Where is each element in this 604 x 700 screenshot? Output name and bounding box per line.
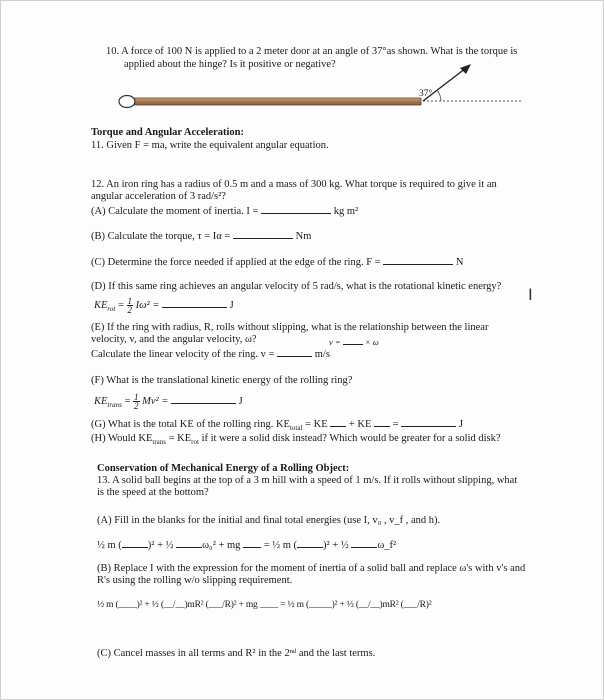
torque-heading: Torque and Angular Acceleration:: [91, 127, 244, 138]
q12d-frac-den: 2: [127, 305, 133, 315]
q12e-text-line3: [91, 347, 330, 361]
q12e-text-line1: (E) If the ring with radius, R, rolls without slipping, what is the relationship between the linear: [91, 322, 489, 333]
q12f-equation: $KE_{trans}$ = $\frac{1}{2}$ Mv² = J: [94, 392, 243, 411]
q12c-answer-blank[interactable]: [383, 255, 453, 265]
q10-text-line2: applied about the hinge? Is it positive or negative?: [124, 59, 336, 70]
q13a-blank-5[interactable]: [351, 538, 377, 548]
q12g-line: [91, 417, 463, 434]
q12c-line: [91, 255, 463, 269]
q12g-ke1-blank[interactable]: [330, 417, 346, 427]
q12g-eq: = KE: [305, 419, 328, 430]
q12h-sub1: trans: [152, 438, 166, 447]
q12d-answer-blank[interactable]: [162, 298, 227, 308]
q12b-text: (B) Calculate the torque, τ = Iα =: [91, 231, 231, 242]
q11-text: 11. Given F = ma, write the equivalent angular equation.: [91, 140, 329, 151]
q12e-relation-blank[interactable]: [343, 337, 363, 345]
q12g-ke2-blank[interactable]: [374, 417, 390, 427]
q12d-ke-label: KE: [94, 299, 108, 311]
q12f-fraction: [133, 393, 140, 410]
q12f-frac-num: 1: [134, 392, 139, 402]
q12-intro-line2: angular acceleration of 3 rad/s²?: [91, 191, 226, 202]
q12e-rel-label: v =: [329, 337, 341, 347]
hinge-icon: [119, 96, 135, 108]
q13a-text: (A) Fill in the blanks for the initial and final total energies (use I, v₀ , v_f , and h).: [97, 515, 441, 526]
conservation-heading: Conservation of Mechanical Energy of a Rolling Object:: [97, 463, 350, 474]
door-bar: [131, 98, 421, 105]
q12h-sub2: rot: [191, 438, 199, 447]
q12h-text3: if it were a solid disk instead? Which would be greater for a solid disk?: [201, 433, 501, 444]
q12e-text2: velocity, v, and the angular velocity, ω?: [91, 334, 257, 345]
q12e-unit: m/s: [314, 349, 330, 360]
q13a-eq-mid2: ω₀² + mg: [202, 540, 241, 551]
q12d-text: (D) If this same ring achieves an angular velocity of 5 rad/s, what is the rotational kinetic energy?: [91, 281, 502, 292]
q12b-line: [91, 229, 311, 243]
q12d-equation: $KE_{rot}$ = $\frac{1}{2}$ Iω² = J: [94, 296, 234, 315]
q13b-equation: ½ m (____)² + ½ (__/__)mR² (___/R)² + mg ____ = ½ m (_____)² + ½ (__/__)mR² (___/R)²: [97, 600, 432, 610]
q12d-unit: J: [229, 299, 234, 311]
q12g-unit: J: [458, 419, 463, 430]
q13a-blank-2[interactable]: [176, 538, 202, 548]
q12d-eq-rest: Iω² =: [135, 299, 160, 311]
q13b-text-line1: (B) Replace I with the expression for the moment of inertia of a solid ball and replace ω's with v's and: [97, 563, 526, 574]
angle-label: 37°: [419, 89, 433, 99]
q12b-unit: Nm: [295, 231, 312, 242]
q12e-times-omega: × ω: [364, 337, 379, 347]
q13a-blank-1[interactable]: [122, 538, 148, 548]
q12f-unit: J: [238, 395, 243, 407]
q12a-unit: kg m²: [333, 206, 359, 217]
q12d-ke-sub: rot: [107, 305, 116, 313]
q12c-text: (C) Determine the force needed if applied at the edge of the ring. F =: [91, 257, 381, 268]
q12-intro-line1: 12. An iron ring has a radius of 0.5 m and a mass of 300 kg. What torque is required to give it an: [91, 179, 497, 190]
q12d-frac-num: 1: [127, 296, 133, 306]
q12f-ke-label: KE: [94, 395, 108, 407]
q12g-answer-blank[interactable]: [401, 417, 456, 427]
q12f-answer-blank[interactable]: [171, 394, 236, 404]
angle-arc: [437, 90, 441, 101]
door-diagram: [111, 61, 531, 121]
q13a-eq-end: ω_f²: [377, 540, 397, 551]
q12g-text: (G) What is the total KE of the rolling ring. KE: [91, 419, 290, 430]
q12a-line: [91, 204, 358, 218]
q13a-blank-4[interactable]: [297, 538, 323, 548]
q12h-line: [91, 433, 501, 448]
q13a-eq-mid3: = ½ m (: [263, 540, 298, 551]
q13-text-line2: is the speed at the bottom?: [97, 487, 209, 498]
q12e-text3: Calculate the linear velocity of the ring. v =: [91, 349, 275, 360]
q12f-text: (F) What is the translational kinetic energy of the rolling ring?: [91, 375, 353, 386]
q13a-blank-3[interactable]: [243, 538, 261, 548]
q12g-plus: + KE: [348, 419, 372, 430]
q13a-eq-mid1: )² + ½: [147, 540, 174, 551]
q12d-fraction: [127, 297, 134, 314]
q12f-eq-rest: Mv² =: [142, 395, 169, 407]
q12b-answer-blank[interactable]: [233, 229, 293, 239]
q13a-equation: [97, 538, 396, 552]
q12f-ke-sub: trans: [107, 401, 122, 409]
q12g-sub: total: [289, 424, 303, 433]
q10-text-line1: 10. A force of 100 N is applied to a 2 meter door at an angle of 37°as shown. What is the torque is: [106, 46, 518, 57]
q12e-relation: [329, 336, 379, 348]
q12a-answer-blank[interactable]: [261, 204, 331, 214]
q13c-text: (C) Cancel masses in all terms and R² in the 2ⁿᵈ and the last terms.: [97, 648, 376, 659]
q13a-eq-left: ½ m (: [97, 540, 122, 551]
q13b-text-line2: R's using the rolling w/o slipping requirement.: [97, 575, 293, 586]
q12a-text: (A) Calculate the moment of inertia. I =: [91, 206, 259, 217]
q12e-text-line2: [91, 334, 379, 347]
q12e-answer-blank[interactable]: [277, 347, 312, 357]
q12h-text2: = KE: [168, 433, 192, 444]
force-arrowhead-icon: [460, 64, 471, 74]
q12c-unit: N: [455, 257, 464, 268]
q12g-equals: =: [392, 419, 399, 430]
q13-text-line1: 13. A solid ball begins at the top of a 3 m hill with a speed of 1 m/s. If it rolls without slipping, what: [97, 475, 518, 486]
q13a-eq-mid4: )² + ½: [323, 540, 349, 551]
q12h-text1: (H) Would KE: [91, 433, 153, 444]
q12f-frac-den: 2: [134, 401, 139, 411]
text-cursor-icon: I: [528, 285, 533, 304]
